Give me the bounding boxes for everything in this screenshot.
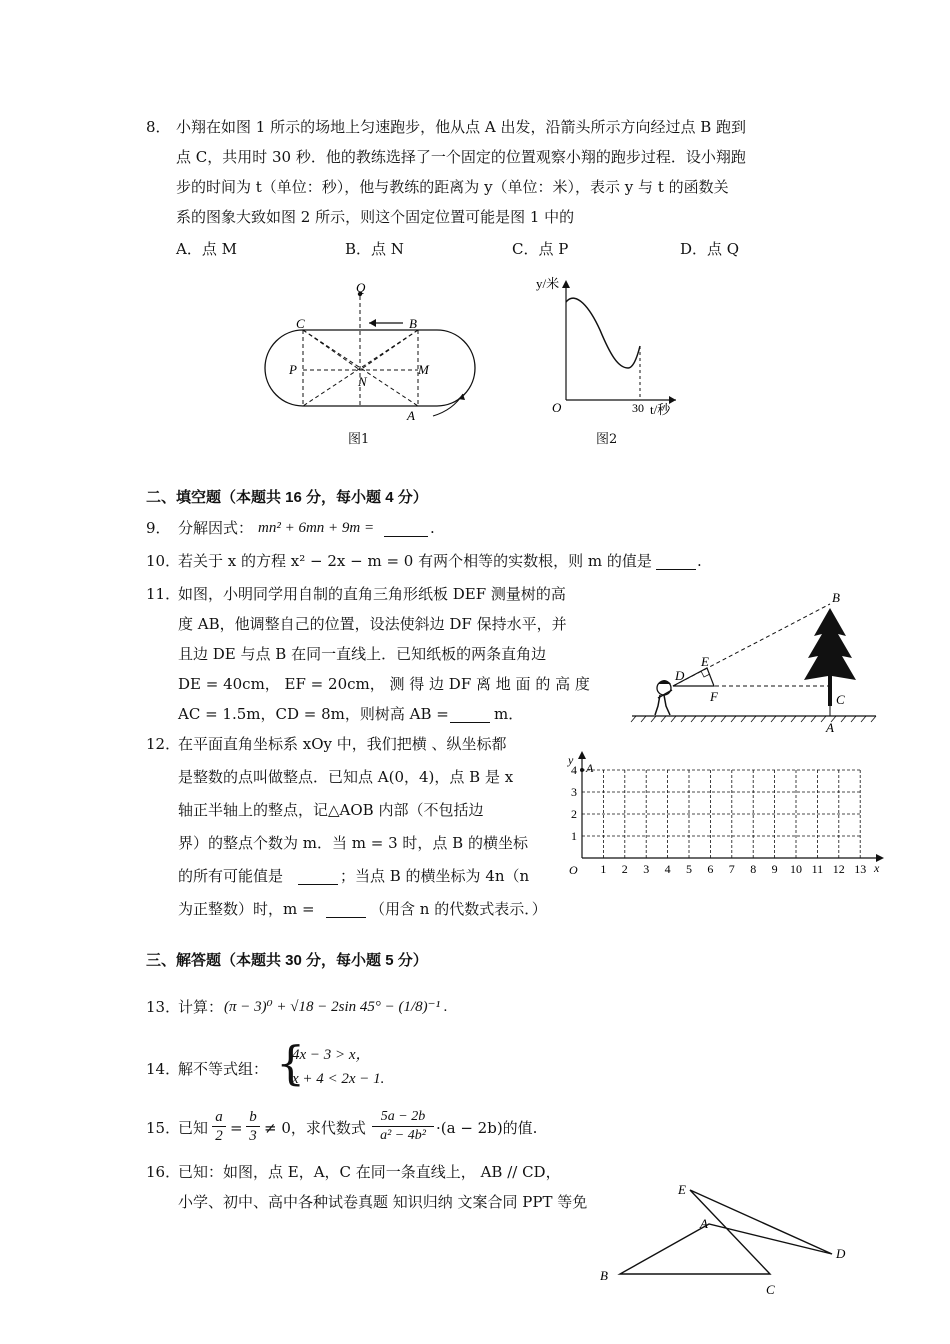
grid-x-tick: 9 [771,862,778,876]
fig1-label-a: A [407,408,415,423]
q8-line4: 系的图象大致如图 2 所示，则这个固定位置可能是图 1 中的 [176,208,575,226]
q11-fig-label-c: C [836,692,845,707]
fig2-origin: O [552,400,562,415]
q12-line4: 界）的整点个数为 m．当 m = 3 时，点 B 的横坐标 [178,834,528,852]
q8-option-a: A．点 M [176,240,237,258]
q10-answer-blank[interactable] [656,569,696,570]
q15-tail: ·(a − 2b)的值. [436,1119,538,1137]
q14-text: 解不等式组： [178,1060,269,1078]
q12-number: 12． [146,735,181,753]
q13-expression: (π − 3)⁰ + √18 − 2sin 45° − (1/8)⁻¹ . [224,999,448,1015]
fig2-xlabel: t/秒 [650,402,671,417]
fig2-tick-30: 30 [632,401,644,415]
q8-number: 8． [146,118,171,136]
fig1-label-p: P [289,362,297,377]
q9-end: . [430,519,435,537]
grid-y-tick: 3 [571,785,577,799]
q11-fig-label-a: A [826,720,834,735]
grid-y-tick: 1 [571,829,577,843]
q11-line1: 如图，小明同学用自制的直角三角形纸板 DEF 测量树的高 [178,585,566,603]
q8-option-b: B．点 N [345,240,404,258]
fig1-label-n: N [358,374,367,389]
q15-frac1-numerator: a [215,1109,223,1125]
grid-x-label: x [874,861,880,875]
q15-number: 15． [146,1119,181,1137]
q14-number: 14． [146,1060,181,1078]
q12-line2: 是整数的点叫做整点．已知点 A(0，4)，点 B 是 x [178,768,514,786]
q16-line1: 已知：如图，点 E，A，C 在同一条直线上， AB // CD， [178,1163,561,1181]
grid-x-tick: 13 [854,862,867,876]
q16-figure [594,1178,864,1300]
q12-answer-blank-2[interactable] [326,917,366,918]
q13-number: 13． [146,998,181,1016]
q16-number: 16． [146,1163,181,1181]
grid-y-tick: 2 [571,807,577,821]
q12-line6b: （用含 n 的代数式表示．） [370,900,547,918]
grid-x-tick: 10 [790,862,802,876]
q9-text: 分解因式： [178,519,254,537]
fig1-label-c: C [296,316,305,331]
grid-x-tick: 6 [707,862,714,876]
q11-line5b: m． [494,705,524,723]
q15-text1: 已知 [178,1119,209,1137]
q11-answer-blank[interactable] [450,722,490,723]
q8-figure1-track [255,278,485,448]
q13-text: 计算： [178,998,224,1016]
q15-frac1 [212,1108,226,1145]
q16-line2: 小学、初中、高中各种试卷真题 知识归纳 文案合同 PPT 等免 [178,1193,588,1211]
q12-line3: 轴正半轴上的整点，记△AOB 内部（不包括边 [178,801,484,819]
q11-line2: 度 AB，他调整自己的位置，设法使斜边 DF 保持水平，并 [178,615,567,633]
q11-fig-label-e: E [701,654,709,669]
q15-frac2-numerator: b [249,1109,257,1125]
grid-x-tick: 8 [750,862,757,876]
q12-line1: 在平面直角坐标系 xOy 中，我们把横 、纵坐标都 [178,735,507,753]
q11-fig-label-b: B [832,590,840,605]
grid-x-tick: 7 [728,862,735,876]
grid-y-tick: 4 [571,763,577,777]
q12-line5a: 的所有可能值是 [178,867,284,885]
fig1-label-q: Q [356,280,366,295]
grid-x-tick: 2 [621,862,628,876]
q11-fig-label-f: F [710,689,718,704]
q12-line6a: 为正整数）时，m = [178,900,315,918]
q16-fig-label-a: A [700,1216,708,1231]
section3-title: 三、解答题（本题共 30 分，每小题 5 分） [146,952,428,969]
q11-fig-label-d: D [675,668,685,683]
q16-fig-label-e: E [678,1182,686,1197]
grid-point-a: A [586,761,594,775]
q11-line3: 且边 DE 与点 B 在同一直线上．已知纸板的两条直角边 [178,645,547,663]
q8-option-c: C．点 P [512,240,569,258]
fig1-caption: 图1 [348,432,370,447]
grid-origin: O [569,863,578,877]
q14-brace: { [276,1036,306,1090]
q8-line1: 小翔在如图 1 所示的场地上匀速跑步，他从点 A 出发，沿箭头所示方向经过点 B 跑到 [176,118,747,136]
q16-fig-label-d: D [836,1246,846,1261]
q15-eq: = [230,1119,243,1137]
fig2-ylabel: y/米 [536,276,560,291]
q12-coordinate-grid [562,748,892,878]
q11-line5a: AC = 1.5m，CD = 8m，则树高 AB = [178,705,449,723]
q12-answer-blank-1[interactable] [298,884,338,885]
q15-neq: ≠ 0，求代数式 [264,1119,366,1137]
q15-frac3 [372,1108,434,1145]
grid-x-tick: 4 [664,862,671,876]
q14-row2: x + 4 < 2x − 1. [292,1071,385,1087]
q9-expression: mn² + 6mn + 9m = [258,520,375,536]
q15-frac1-denominator: 2 [212,1126,226,1145]
q15-frac2 [246,1108,260,1145]
q15-frac3-numerator: 5a − 2b [380,1109,426,1124]
grid-y-label: y [568,753,574,767]
q14-row1: 4x − 3 > x， [292,1047,371,1063]
q10-text: 若关于 x 的方程 x² − 2x − m = 0 有两个相等的实数根，则 m 的值是 [178,552,652,570]
q11-number: 11． [146,585,181,603]
grid-x-tick: 11 [811,862,824,876]
fig1-label-b: B [409,316,417,331]
q8-line2: 点 C，共用时 30 秒．他的教练选择了一个固定的位置观察小翔的跑步过程．设小翔跑 [176,148,746,166]
fig2-caption: 图2 [596,432,618,447]
q16-fig-label-c: C [766,1282,775,1297]
q15-frac3-denominator: a² − 4b² [372,1126,434,1145]
q9-number: 9． [146,519,171,537]
fig1-label-m: M [418,362,429,377]
grid-x-tick: 1 [600,862,607,876]
q11-figure-tree [628,588,888,736]
q8-option-d: D．点 Q [680,240,740,258]
q11-line4: DE = 40cm， EF = 20cm， 测 得 边 DF 离 地 面 的 高 度 [178,675,590,693]
q15-frac2-denominator: 3 [246,1126,260,1145]
q16-fig-label-b: B [600,1268,608,1283]
q9-answer-blank[interactable] [384,536,428,537]
q10-number: 10． [146,552,181,570]
grid-x-tick: 12 [832,862,845,876]
q8-figure2-graph [528,272,688,422]
grid-x-tick: 3 [643,862,650,876]
q12-line5b: ；当点 B 的横坐标为 4n（n [340,867,530,885]
grid-x-tick: 5 [686,862,692,876]
section2-title: 二、填空题（本题共 16 分，每小题 4 分） [146,489,428,506]
q8-line3: 步的时间为 t（单位：秒），他与教练的距离为 y（单位：米），表示 y 与 t 的函数关 [176,178,729,196]
q10-end: . [697,552,702,570]
